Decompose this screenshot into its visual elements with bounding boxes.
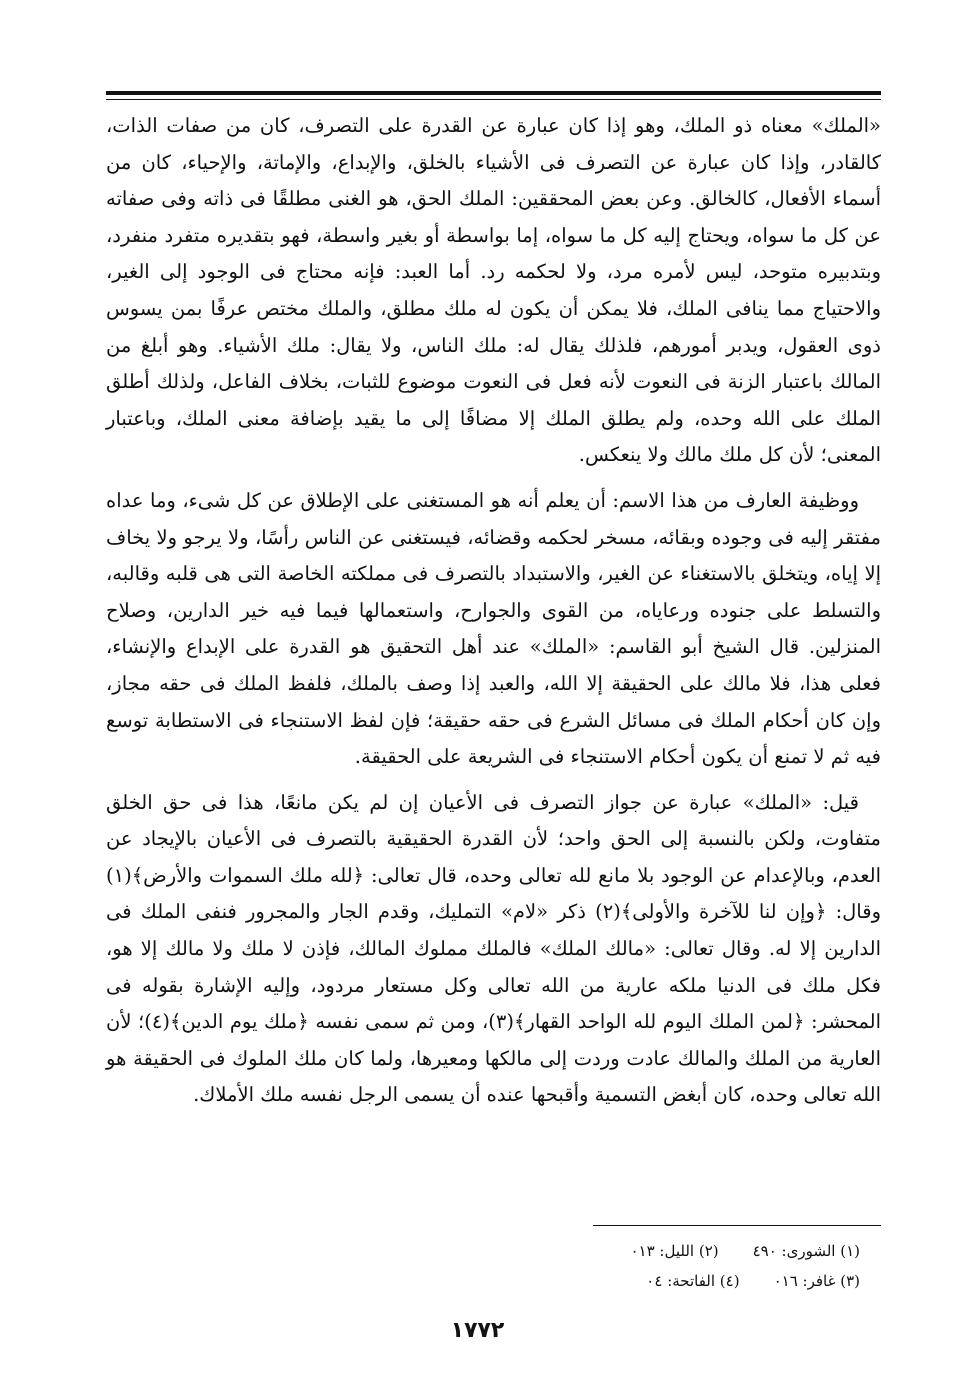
paragraph-2: ووظيفة العارف من هذا الاسم: أن يعلم أنه هو المستغنى على الإطلاق عن كل شىء، وما عداه مفتقر إليه فى وجوده وبقائه، مسخر لحكمه وقضائه، فيستغنى عن الناس رأسًا، ولا يرجو ولا يخاف إلا إياه، ويتخلق بالاستغناء عن الغير، والاستبداد بالتصرف فى مملكته الخاصة التى هى قلبه وقالبه، والتسلط على جنوده ورعاياه، من القوى والجوارح، واستعمالها فيما فيه خير الدارين، وصلاح المنزلين. قال الشيخ أبو القاسم: «الملك» عند أهل التحقيق هو القدرة على الإبداع والإنشاء، فعلى هذا، فلا مالك على الحقيقة إلا الله، والعبد إذا وصف بالملك، فلفظ الملك فى حقه مجاز، وإن كان أحكام الملك فى مسائل الشرع فى حقه حقيقة؛ فإن لفظ الاستنجاء فى الاستطابة توسع فيه ثم لا تمنع أن يكون أحكام الاستنجاء فى الشريعة على الحقيقة. — [106, 488, 881, 769]
footnote-row — [560, 1236, 860, 1266]
footnote-4: (٤) الفاتحة: ٠٤ — [646, 1272, 740, 1290]
footnote-3: (٣) غافر: ٠١٦ — [773, 1272, 860, 1290]
page-number: ١٧٧٢ — [450, 1318, 505, 1343]
footnote-1: (١) الشورى: ٤٩٠ — [752, 1242, 860, 1260]
header-rule-thick — [106, 91, 881, 95]
footnotes — [560, 1236, 860, 1296]
header-rule-thin — [106, 99, 881, 100]
footnote-2: (٢) الليل: ٠١٣ — [630, 1242, 719, 1260]
paragraph-1: «الملك» معناه ذو الملك، وهو إذا كان عبارة عن القدرة على التصرف، كان من صفات الذات، كالقادر، وإذا كان عبارة عن التصرف فى الأشياء بالخلق، والإبداع، والإماتة، والإحياء، كان من أسماء الأفعال، كالخالق. وعن بعض المحققين: الملك الحق، هو الغنى مطلقًا فى ذاته وفى صفاته عن كل ما سواه، ويحتاج إليه كل ما سواه، إما بواسطة أو بغير واسطة، فهو بتقديره متفرد منفرد، وبتدبيره متوحد، ليس لأمره مرد، ولا لحكمه رد. أما العبد: فإنه محتاج فى الوجود إلى الغير، والاحتياج مما ينافى الملك، فلا يمكن أن يكون له ملك مطلق، والملك مختص عرفًا بمن يسوس ذوى العقول، ويدبر أمورهم، فلذلك يقال له: ملك الناس، ولا يقال: ملك الأشياء. وهو أبلغ من المالك باعتبار الزنة فى النعوت لأنه فعل فى النعوت موضوع للثبات، بخلاف الفاعل، ولذلك أطلق الملك على الله وحده، ولم يطلق الملك إلا مضافًا إلى ما يقيد بإضافة معنى الملك، وباعتبار المعنى؛ لأن كل ملك مالك ولا ينعكس. — [106, 114, 881, 467]
paragraph-3: قيل: «الملك» عبارة عن جواز التصرف فى الأعيان إن لم يكن مانعًا، هذا فى حق الخلق متفاوت، ولكن بالنسبة إلى الحق واحد؛ لأن القدرة الحقيقية بالتصرف فى الأعيان بالإيجاد عن العدم، وبالإعدام عن الوجود بلا مانع لله تعالى وحده، قال تعالى: ﴿لله ملك السموات والأرض﴾(١) وقال: ﴿وإن لنا للآخرة والأولى﴾(٢) ذكر «لام» التمليك، وقدم الجار والمجرور فنفى الملك فى الدارين إلا له. وقال تعالى: «مالك الملك» فالملك مملوك المالك، فإذن لا ملك ولا مالك إلا هو، فكل ملك فى الدنيا ملكه عارية من الله تعالى وكل مستعار مردود، وإليه الإشارة بقوله فى المحشر: ﴿لمن الملك اليوم لله الواحد القهار﴾(٣)، ومن ثم سمى نفسه ﴿ملك يوم الدين﴾(٤)؛ لأن العارية من الملك والمالك عادت وردت إلى مالكها ومعيرها، ولما كان ملك الملوك فى الحقيقة هو الله تعالى وحده، كان أبغض التسمية وأقبحها عنده أن يسمى الرجل نفسه ملك الأملاك. — [106, 790, 881, 1107]
footnote-rule — [593, 1225, 881, 1226]
footnote-row — [560, 1266, 860, 1296]
body-text — [106, 108, 881, 1123]
